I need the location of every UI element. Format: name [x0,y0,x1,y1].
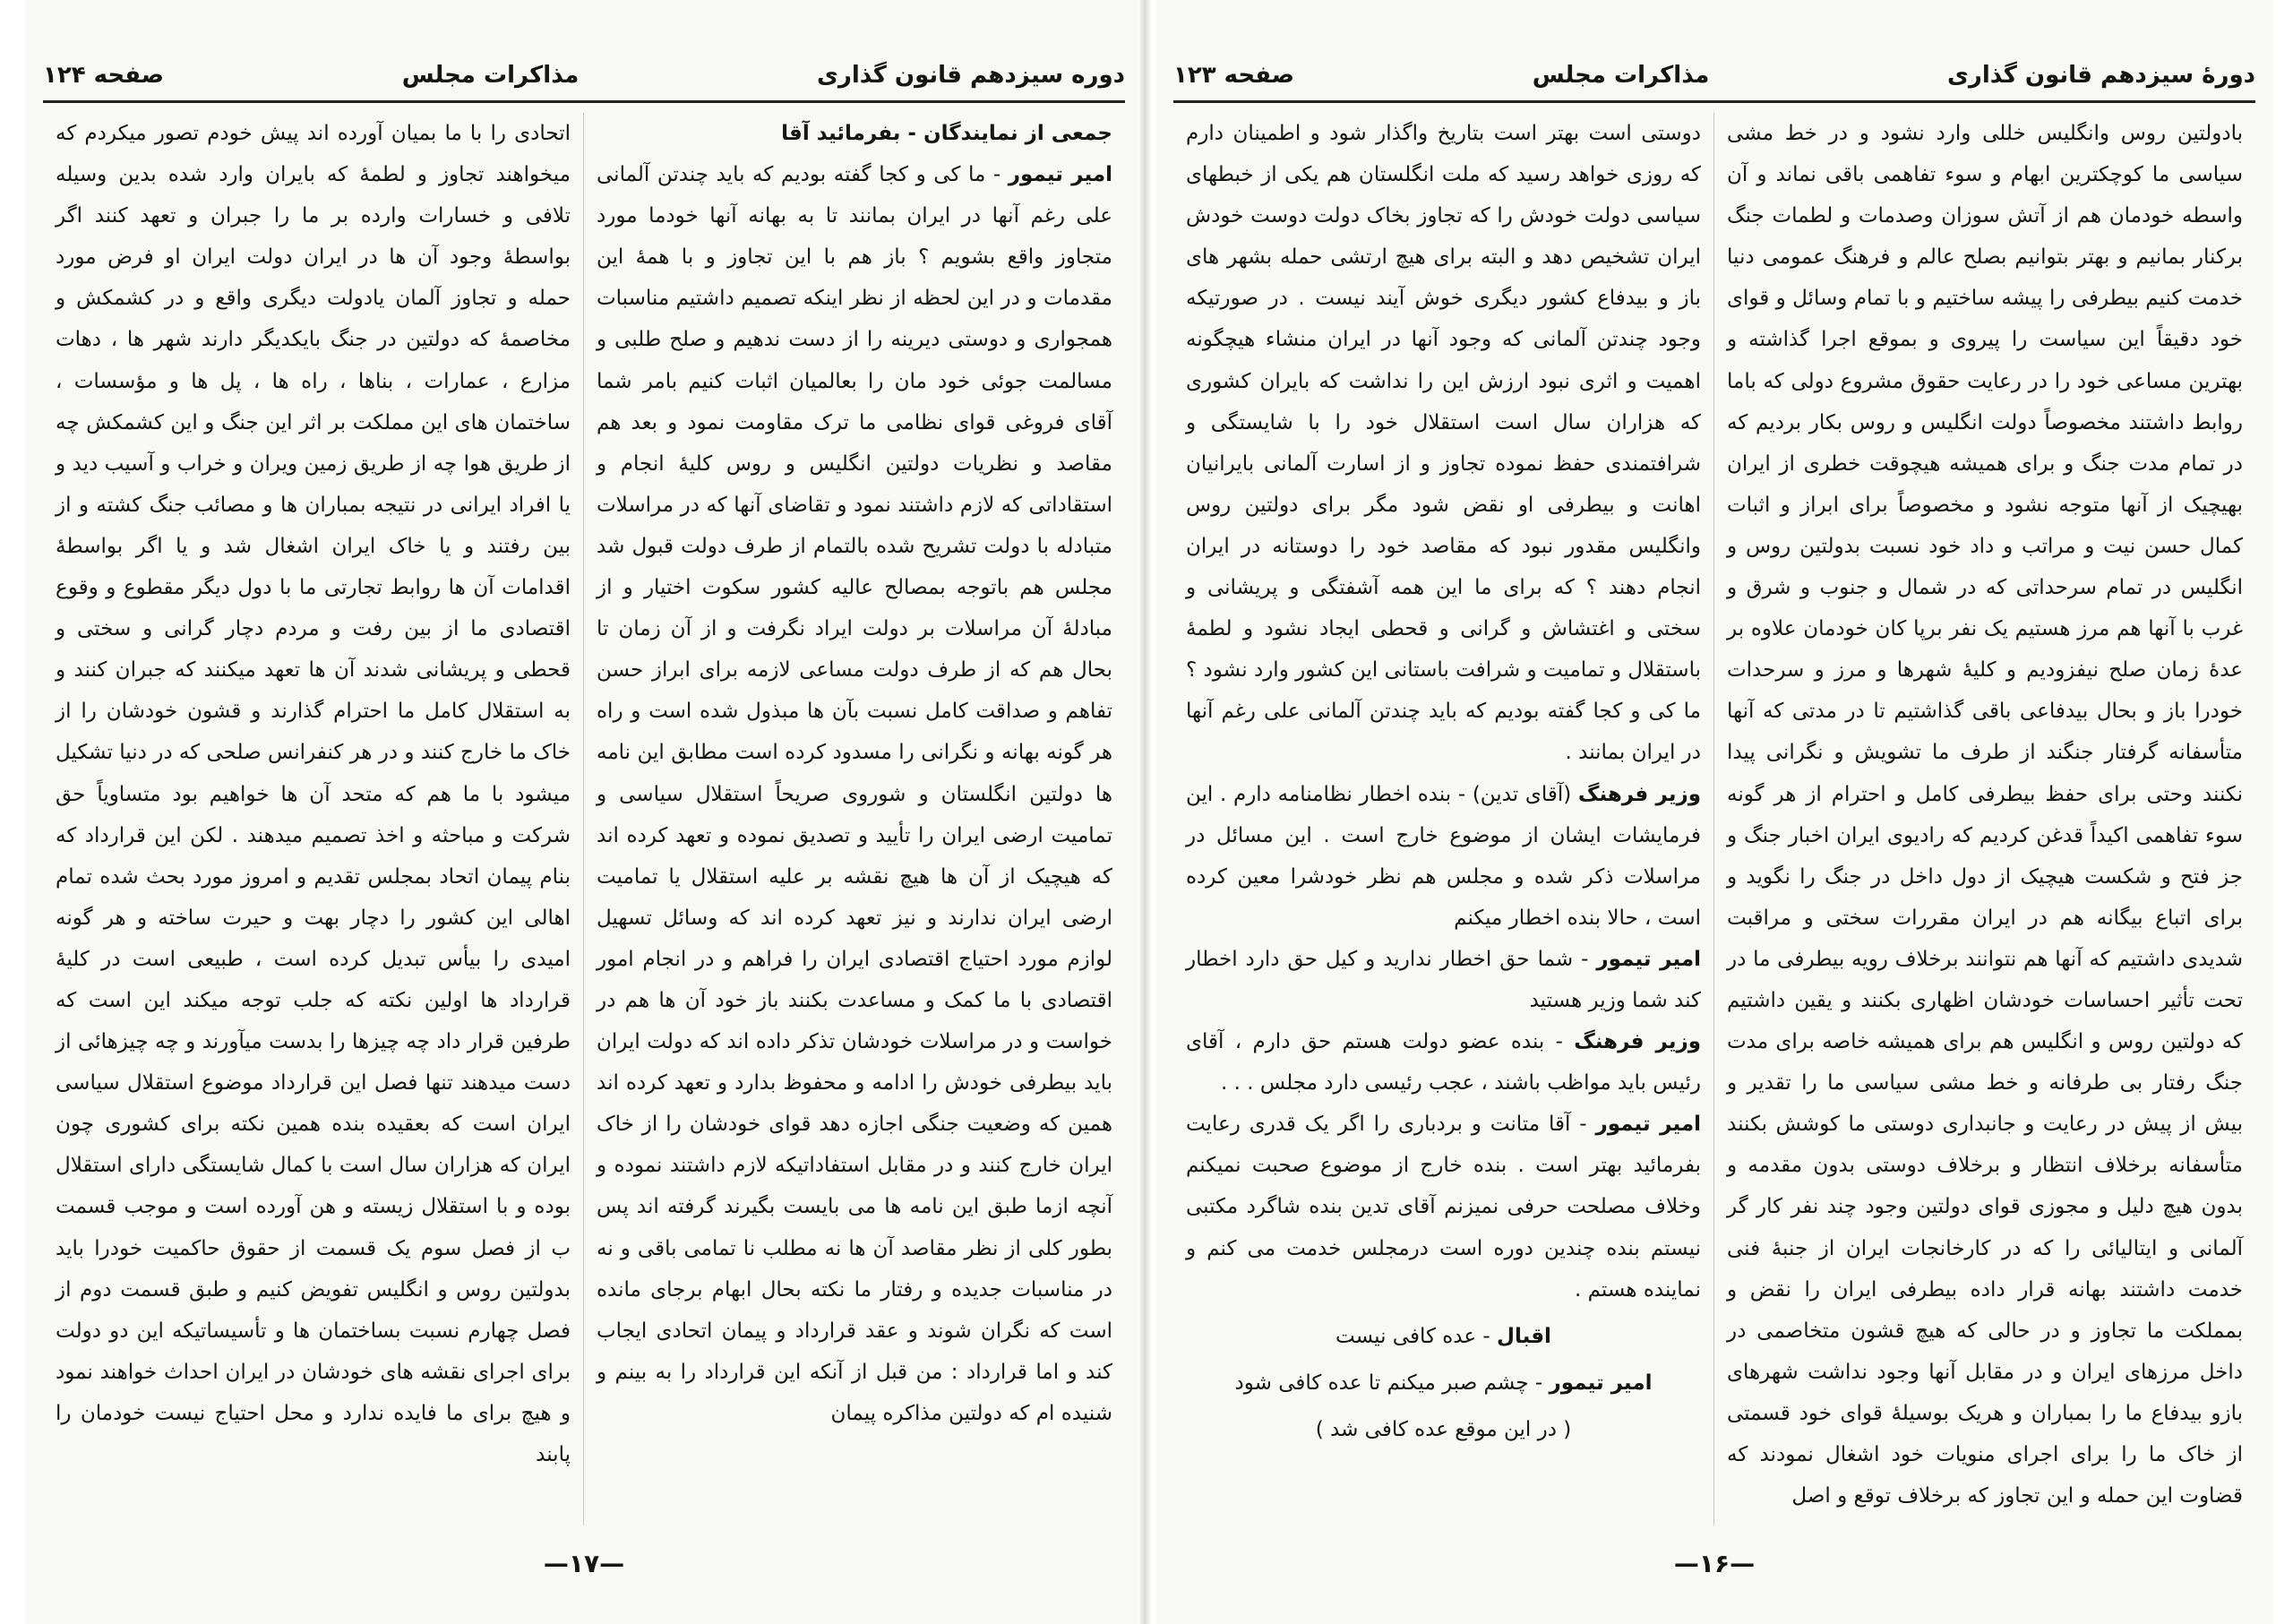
speech-text: - شما حق اخطار ندارید و کیل حق دارد اخطار کند شما وزیر هستید [1186,947,1701,1012]
page-header [1173,54,2255,97]
columns [43,113,1125,1525]
speaker-line [597,113,1112,154]
speech-paragraph [1186,939,1701,1021]
speech-text: - ما کی و کجا گفته بودیم که باید چندتن آلمانی علی رغم آنها در ایران بمانند تا به بهانه آنها خودما مورد متجاوز واقع بشویم ؟ باز هم با این تجاوز و با همهٔ این مقدمات و در این لحظه از نظر اینکه تصمیم داشتیم مناسبات همجواری و دوستی دیرینه را از دست ندهیم و صلح طلبی و مسالمت جوئی خود مان را بعالمیان اثبات کنیم بامر شما آقای فروغی قوای نظامی ما ترک مقاومت نمود و بعد هم مقاصد و نظریات دولتین انگلیس و روس کلیهٔ انجام و استقاداتی که لازم داشتند نمود و تقاضای آنها که در مراسلات متبادله با دولت تشریح شده بالتمام از طرف دولت قبول شد مجلس هم باتوجه بمصالح عالیه کشور سکوت اختیار و از مبادلهٔ آن مراسلات بر دولت ایراد نگرفت و از آن زمان تا بحال هم که از طرف دولت مساعی لازمه برای ابراز حسن تفاهم و صداقت کامل نسبت بآن ها مبذول شده است و راه هر گونه بهانه و نگرانی را مسدود کرده است مطابق این نامه ها دولتین انگلستان و شوروی صریحاً استقلال سیاسی و تمامیت ارضی ایران را تأیید و تصدیق نموده و تعهد کرده اند که هیچیک از آن ها هیچ نقشه بر علیه استقلال یا تمامیت ارضی ایران ندارند و نیز تعهد کرده اند که وسائل تسهیل لوازم مورد احتیاج اقتصادی ایران را فراهم و در انجام امور اقتصادی با ما کمک و مساعدت بکنند باز خود آن ها هم در خواست و در مراسلات خودشان تذکر داده اند که دولت ایران باید بیطرفی خودش را ادامه و محفوظ بدارد و تعهد کرده اند همین که وضعیت جنگی اجازه دهد قوای خودشان را از خاک ایران خارج کنند و در مقابل استفاداتیکه لازم داشتند نموده و آنچه ازما طبق این نامه ها می بایست بگیرند گرفته اند پس بطور کلی از نظر مقاصد آن ها نه مطلب نا تمامی باقی و نه در مناسبات جدیده و رفتار ما نکته بحال ابهام برجای مانده است که نگران شوند و عقد قرارداد و پیمان اتحادی ایجاب کند و اما قرارداد : من قبل از آنکه این قرارداد را به بینم و شنیده ام که دولتین مذاکره پیمان [597,163,1112,1425]
speech-text: - آقا متانت و بردباری را اگر یک قدری رعایت بفرمائید بهتر است . بنده خارج از موضوع صحبت نمیکنم وخلاف مصلحت حرفی نمیزنم آقای تدین بنده شاگرد مکتبی نیستم بنده چندین دوره است درمجلس خدمت می کنم و نماینده هستم . [1186,1113,1701,1302]
speech-text: - بنده عضو دولت هستم حق دارم ، آقای رئیس باید مواظب باشند ، عجب رئیسی دارد مجلس . . . [1186,1030,1701,1096]
header-page-number: صفحه ۱۲۳ [1173,62,1295,89]
speaker-name: امیر تیمور [1596,947,1701,971]
header-rule [1173,100,2255,103]
header-subtitle: مذاکرات مجلس [1532,62,1710,89]
column-left [43,113,584,1525]
column-left [1173,113,1714,1525]
speaker-name: امیر تیمور [1008,163,1113,187]
speech-paragraph [1186,1316,1701,1357]
speech-paragraph [1186,1021,1701,1104]
column-right [584,113,1125,1525]
columns [1173,113,2255,1525]
speech-paragraph [1186,1362,1701,1404]
page-right [1155,0,2273,1624]
binding-gutter [1138,0,1152,1624]
speaker-name: وزیر فرهنگ [1574,1030,1701,1054]
speaker-name: جمعی از نمایندگان - بفرمائید آقا [781,122,1112,145]
speaker-name: وزیر فرهنگ [1577,782,1701,806]
body-paragraph: اتحادی را با ما بمیان آورده اند پیش خودم تصور میکردم که میخواهند تجاوز و لطمهٔ که بایران وارد شده بدین وسیله تلافی و خسارات وارده بر ما را جبران و تعهد کنند اگر بواسطهٔ وجود آن ها در ایران دولت ایران او فرض مورد حمله و تجاوز آلمان یادولت دیگری واقع و در کشمکش و مخاصمهٔ که دولتین در جنگ بایکدیگر دارند شهر ها ، دهات مزارع ، عمارات ، بناها ، راه ها ، پل ها و مؤسسات ، ساختمان های این مملکت بر اثر این جنگ و این کشمکش چه از طریق هوا چه از طریق زمین ویران و خراب و آسیب دید و یا افراد ایرانی در نتیجه بمباران ها و مصائب جنگ کشته و از بین رفتند و یا خاک ایران اشغال شد و یا اگر بواسطهٔ اقدامات آن ها روابط تجارتی ما با دول دیگر مقطوع و وقوع اقتصادی ما از بین رفت و مردم دچار گرانی و سختی و قحطی و پریشانی شدند آن ها تعهد میکنند که جبران کنند و به استقلال کامل ما احترام گذارند و قشون خودشان را از خاک ما خارج کنند و در هر کنفرانس صلحی که در دنیا تشکیل میشود با ما هم که متحد آن ها خواهیم بود متساویاً حق شرکت و مباحثه و اخذ تصمیم میدهند . لکن این قرارداد که بنام پیمان اتحاد بمجلس تقدیم و امروز مورد بحث شده تمام اهالی این کشور را دچار بهت و حیرت ساخته و هر گونه امیدی را بیأس تبدیل کرده است ، طبیعی است در کلیهٔ قرارداد ها اولین نکته که جلب توجه میکند این است که طرفین قرار داد چه چیزها را بدست میآورند و چه چیزهائی از دست میدهند تنها فصل این قرارداد موضوع استقلال سیاسی ایران است که بعقیده بنده همین نکته برای کشوری چون ایران که هزاران سال است با کمال شایستگی دارای استقلال بوده و با استقلال زیسته و هن آورده است و موجب قسمت ب از فصل سوم یک قسمت از حقوق حاکمیت خودرا باید بدولتین روس و انگلیس تفویض کنیم و طبق قسمت دوم از فصل چهارم نسبت بساختمان ها و تأسیساتیکه این دو دولت برای اجرای نقشه های خودشان در ایران احداث خواهند نمود و هیچ برای ما فایده ندارد و محل احتیاج نیست خودمان را پابند [56,122,571,1466]
speaker-name: امیر تیمور [1595,1113,1701,1137]
speech-paragraph [597,154,1112,1434]
speech-paragraph [1186,774,1701,939]
speech-paragraph [1186,1104,1701,1310]
speech-text: - عده کافی نیست [1335,1324,1498,1348]
speaker-name: امیر تیمور [1549,1371,1653,1395]
body-paragraph: دوستی است بهتر است بتاریخ واگذار شود و اطمینان دارم که روزی خواهد رسید که ملت انگلستان هم یکی از خبطهای سیاسی دولت خودش را که تجاوز بخاک دولت دوست خودش ایران تشخیص دهد و البته برای هیچ ارتشی حمله بشهر های باز و بیدفاع کشور دیگری خوش آیند نیست . در صورتیکه وجود چندتن آلمانی که وجود آنها در ایران منشاء هیچگونه اهمیت و اثری نبود ارزش این را نداشت که بایران کشوری که هزاران سال است استقلال خود را با شایستگی و شرافتمندی حفظ نموده تجاوز و از اسارت آلمانی بایرانیان اهانت و بیطرفی او نقض شود مگر برای دولتین روس وانگلیس مقدور نبود که مقاصد خود را دوستانه در ایران انجام دهند ؟ که برای ما این همه آشفتگی و پریشانی و سختی و اغتشاش و گرانی و قحطی ایجاد نشود و لطمهٔ باستقلال و تمامیت و شرافت باستانی این کشور وارد نشود ؟ ما کی و کجا گفته بودیم که باید چندتن آلمانی علی رغم آنها در ایران بمانند . [1186,122,1701,765]
page-header [43,54,1125,97]
column-right [1714,113,2255,1525]
header-title: دورهٔ سیزدهم قانون گذاری [1947,62,2255,89]
header-rule [43,100,1125,103]
speaker-name: اقبال [1497,1324,1551,1348]
session-note: ( در این موقع عده کافی شد ) [1315,1417,1572,1441]
speech-text: - چشم صبر میکنم تا عده کافی شود [1234,1371,1550,1395]
page-left [25,0,1143,1624]
header-title: دوره سیزدهم قانون گذاری [817,62,1125,89]
body-paragraph: بادولتین روس وانگلیس خللی وارد نشود و در خط مشی سیاسی ما کوچکترین ابهام و سوء تفاهمی باقی نماند و آن واسطه خودمان هم از آتش سوزان وصدمات و لطمات جنگ برکنار بمانیم و بهتر بتوانیم بصلح عالم و فرهنگ عمومی دنیا خدمت کنیم بیطرفی را پیشه ساختیم و با تمام وسائل و قوای خود دقیقاً این سیاست را پیروی و بموقع اجرا گذاشته و بهترین مساعی خود را در رعایت حقوق مشروع دولی که باما روابط داشتند مخصوصاً دولت انگلیس و روس بکار بردیم که در تمام مدت جنگ و برای همیشه هیچوقت خطری از ایران بهیچیک از آنها متوجه نشود و مخصوصاً برای ابراز و اثبات کمال حسن نیت و مراتب و داد خود نسبت بدولتین روس و انگلیس در تمام سرحداتی که در شمال و جنوب و شرق و غرب با آنها هم مرز هستیم یک نفر برپا کان خودمان علاوه بر عدهٔ زمان صلح نیفزودیم و کلیهٔ شهرها و مرز و سرحدات خودرا باز و بحال بیدفاعی باقی گذاشتیم تا در مدتی که آنها متأسفانه گرفتار جنگند از طرف ما تشویش و نگرانی پیدا نکنند وحتی برای حفظ بیطرفی کامل و احترام از هر گونه سوء تفاهمی اکیداً قدغن کردیم که رادیوی ایران اخبار جنگ و جز فتح و شکست هیچیک از دول داخل در جنگ را نگوید و برای اتباع بیگانه هم در ایران مقررات سختی و مراقبت شدیدی داشتیم که آنها هم نتوانند برخلاف رویه بیطرفی ما در تحت تأثیر احساسات خودشان اظهاری بکنند و یقین داشتیم که دولتین روس و انگلیس هم برای همیشه خاصه برای مدت جنگ رفتار بی طرفانه و خط مشی سیاسی ما را تقدیر و بیش از پیش در رعایت و جانبداری دوستی ما کوشش بکنند متأسفانه برخلاف انتظار و برخلاف دوستی بدون مقدمه و بدون هیچ دلیل و مجوزی قوای دولتین وجود چند نفر کار گر آلمانی و ایتالیائی را که در کارخانجات ایران از جنبهٔ فنی خدمت داشتند بهانه قرار داده بیطرفی ایران را نقض و بمملکت ما تجاوز و در حالی که هیچ قشون متخاصمی در داخل مرزهای ایران و در مقابل آنها وجود نداشت شهرهای بازو بیدفاع ما را بمباران و هریک بوسیلهٔ قوای خود قسمتی از خاک ما را برای اجرای منویات خود اشغال نمودند که قضاوت این حمله و این تجاوز که برخلاف توقع و اصل [1727,122,2243,1508]
speech-text: (آقای تدین) - بنده اخطار نظامنامه دارم . این فرمایشات ایشان از موضوع خارج است . این مسائل در مراسلات ذکر شده و مجلس هم نظر خودشرا معین کرده است ، حالا بنده اخطار میکنم [1186,782,1701,930]
page-footer-number: —۱۶— [1673,1549,1756,1578]
header-subtitle: مذاکرات مجلس [401,62,580,89]
page-footer-number: —۱۷— [543,1549,625,1578]
header-page-number: صفحه ۱۲۴ [43,62,165,89]
